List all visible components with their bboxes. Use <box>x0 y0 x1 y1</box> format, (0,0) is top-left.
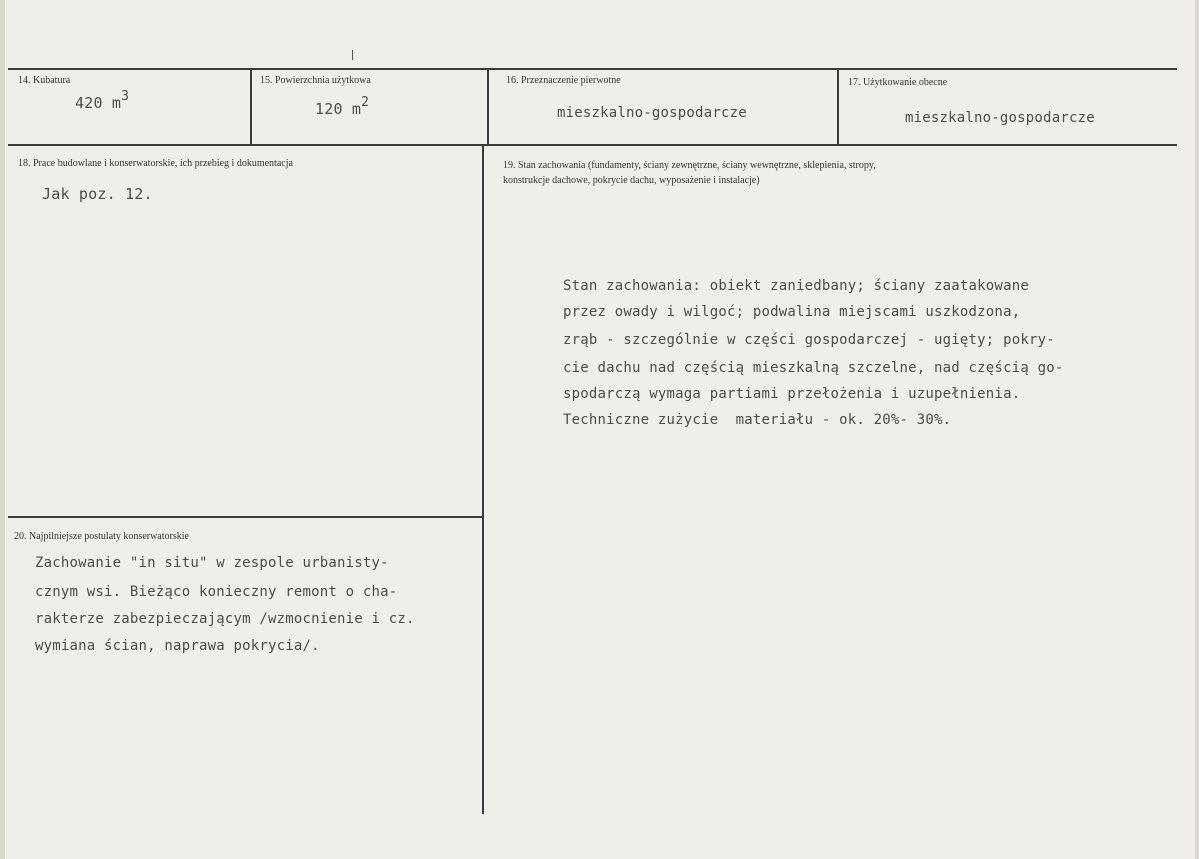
kubatura-value <box>75 89 130 112</box>
postulaty-line: rakterze zabezpieczającym /wzmocnienie i cz. <box>35 611 415 627</box>
paper-edge-left <box>0 0 5 859</box>
top-rule <box>8 68 1177 70</box>
postulaty-line: wymiana ścian, naprawa pokrycia/. <box>35 638 320 654</box>
prace-label: 18. Prace budowlane i konserwatorskie, ich przebieg i dokumentacja <box>18 158 293 169</box>
divider-14-15 <box>250 68 252 146</box>
kubatura-exponent: 3 <box>121 89 130 104</box>
postulaty-line: cznym wsi. Bieżąco konieczny remont o cha- <box>35 584 398 600</box>
divider-15-16 <box>487 68 489 146</box>
powierzchnia-exponent: 2 <box>361 95 370 110</box>
uzytkowanie-value: mieszkalno-gospodarcze <box>905 110 1095 126</box>
przeznaczenie-value: mieszkalno-gospodarcze <box>557 105 747 121</box>
stan-line: przez owady i wilgoć; podwalina miejscami uszkodzona, <box>563 304 1021 320</box>
stan-line: cie dachu nad częścią mieszkalną szczelne, nad częścią go- <box>563 360 1064 376</box>
row1-bottom-rule <box>8 144 1177 146</box>
powierzchnia-label: 15. Powierzchnia użytkowa <box>260 75 371 86</box>
divider-16-17 <box>837 68 839 146</box>
postulaty-label: 20. Najpilniejsze postulaty konserwatorskie <box>14 531 189 542</box>
stan-line: Techniczne zużycie materiału - ok. 20%- 30%. <box>563 412 952 428</box>
stan-label-line-1: 19. Stan zachowania (fundamenty, ściany zewnętrzne, ściany wewnętrzne, sklepienia, stropy, <box>503 160 876 171</box>
stan-line: zrąb - szczególnie w części gospodarczej - ugięty; pokry- <box>563 332 1055 348</box>
powierzchnia-value <box>315 95 370 118</box>
powierzchnia-number: 120 m <box>315 100 362 118</box>
stan-line: spodarczą wymaga partiami przełożenia i uzupełnienia. <box>563 386 1021 402</box>
paper-edge-right <box>1195 0 1199 859</box>
kubatura-number: 420 m <box>75 94 122 112</box>
prace-value: Jak poz. 12. <box>42 185 153 203</box>
divider-lower-columns <box>482 146 484 814</box>
przeznaczenie-label: 16. Przeznaczenie pierwotne <box>506 75 621 86</box>
stan-label-line-2: konstrukcje dachowe, pokrycie dachu, wyposażenie i instalacje) <box>503 175 760 186</box>
uzytkowanie-label: 17. Użytkowanie obecne <box>848 77 948 88</box>
pencil-tick <box>352 50 353 60</box>
kubatura-label: 14. Kubatura <box>18 75 71 86</box>
field20-top-rule <box>8 516 482 518</box>
postulaty-line: Zachowanie "in situ" w zespole urbanisty- <box>35 555 389 571</box>
stan-line: Stan zachowania: obiekt zaniedbany; ściany zaatakowane <box>563 278 1029 294</box>
